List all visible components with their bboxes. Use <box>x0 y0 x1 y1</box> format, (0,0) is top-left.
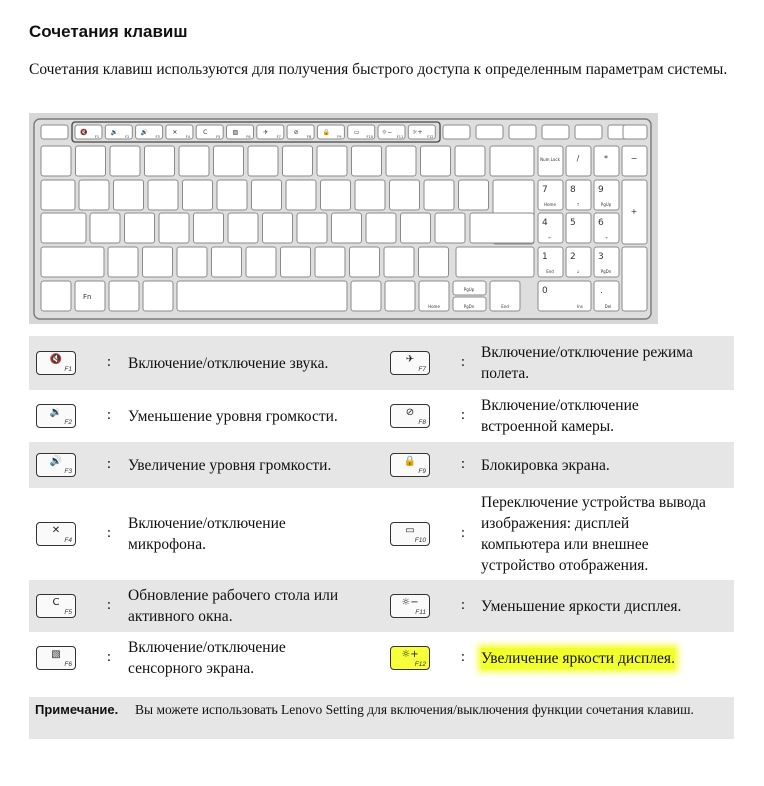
key <box>41 146 71 176</box>
description-line: Включение/отключение <box>128 515 286 532</box>
description-line: встроенной камеры. <box>481 418 615 435</box>
key <box>401 213 431 243</box>
num-digit-label: 1 <box>542 252 548 262</box>
separator: : <box>106 456 112 472</box>
num-sub-label: ↓ <box>576 269 580 274</box>
key <box>317 146 347 176</box>
key <box>419 247 449 277</box>
description-line: Обновление рабочего стола или <box>128 587 339 604</box>
fkey-label: F8 <box>306 135 312 139</box>
fkey-f1-icon <box>36 351 76 375</box>
fkey-label: F7 <box>418 366 426 373</box>
keyboard-illustration <box>29 113 658 324</box>
shortcut-description <box>481 390 731 442</box>
shortcut-row <box>29 390 734 442</box>
fkey-f6-icon <box>36 646 76 670</box>
fkey-symbol: 🔒 <box>403 456 417 467</box>
fkey-f2-icon <box>36 404 76 428</box>
fkey-label: F7 <box>276 135 281 139</box>
description-line: изображения: дисплей <box>481 515 630 532</box>
pgup-label: PgUp <box>463 287 475 292</box>
shortcut-row <box>29 336 734 390</box>
fkey-icon: ▭ <box>353 129 360 136</box>
key-ctrl-right <box>385 281 415 311</box>
key-enter-bottom <box>470 213 534 243</box>
key <box>125 213 155 243</box>
shortcut-table <box>29 336 734 684</box>
fkey-label: F3 <box>155 135 160 139</box>
num-sub-label: PgDn <box>600 269 612 274</box>
fkey-symbol: ▭ <box>405 525 415 536</box>
num-sub-label: Del <box>604 304 612 309</box>
description-line: Блокировка экрана. <box>481 456 610 474</box>
key <box>194 213 224 243</box>
num-sub-label: Home <box>544 202 556 207</box>
key <box>297 213 327 243</box>
key <box>90 213 120 243</box>
fn-label: Fn <box>83 293 92 301</box>
shortcut-description <box>481 580 731 632</box>
shortcut-description <box>128 580 378 632</box>
fkey-label: F11 <box>415 609 426 616</box>
separator: : <box>106 525 112 541</box>
fkey-symbol: ☼+ <box>401 649 419 660</box>
key <box>183 180 213 210</box>
fkey-icon: ⊘ <box>293 129 299 136</box>
num-dot-label: . <box>600 286 603 296</box>
key <box>114 180 144 210</box>
page-title: Сочетания клавиш <box>29 22 188 41</box>
shortcut-row <box>29 442 734 488</box>
numlock-label: Num Lock <box>540 157 560 162</box>
shortcut-row <box>29 632 734 684</box>
key <box>212 247 242 277</box>
fkey-icon: ▧ <box>232 129 239 136</box>
key <box>424 180 454 210</box>
fkey-icon: ✈ <box>263 129 269 136</box>
num-minus-label: − <box>630 154 638 163</box>
key <box>390 180 420 210</box>
separator: : <box>106 354 112 370</box>
key <box>214 146 244 176</box>
fkey-icon: 🔒 <box>322 129 331 136</box>
key <box>145 146 175 176</box>
shortcut-description <box>128 488 378 580</box>
note-box <box>29 697 734 739</box>
separator: : <box>460 354 466 370</box>
fkey-label: F11 <box>396 135 404 139</box>
key <box>79 180 109 210</box>
fkey-symbol: 🔉 <box>49 407 63 418</box>
key <box>455 146 485 176</box>
num-digit-label: 8 <box>570 185 576 195</box>
fkey-label: F6 <box>246 135 251 139</box>
key-esc <box>41 125 68 139</box>
num-digit-label: 3 <box>598 252 604 262</box>
key-win <box>109 281 139 311</box>
fkey-symbol: 🔇 <box>49 354 63 365</box>
shortcut-description <box>128 442 378 488</box>
key-ctrl <box>41 281 71 311</box>
fkey-label: F1 <box>64 366 72 373</box>
separator: : <box>460 407 466 423</box>
end-label: End <box>501 304 509 309</box>
fkey-f3-icon <box>36 453 76 477</box>
description-line: Увеличение яркости дисплея. <box>481 649 675 667</box>
fkey-symbol: ☼− <box>401 597 419 608</box>
separator: : <box>460 525 466 541</box>
description-line: микрофона. <box>128 536 206 553</box>
key <box>421 146 451 176</box>
description-line: активного окна. <box>128 608 233 625</box>
intro-paragraph: Сочетания клавиш используются для получения быстрого доступа к определенным параметрам системы. <box>29 61 728 78</box>
key <box>286 180 316 210</box>
fkey-f11-icon <box>390 594 430 618</box>
key <box>384 247 414 277</box>
num-sub-label: End <box>546 269 554 274</box>
num-sub-label: Ins <box>577 304 583 309</box>
note-label: Примечание. <box>35 702 119 717</box>
key <box>177 247 207 277</box>
description-line: полета. <box>481 365 530 382</box>
description-line: Включение/отключение <box>128 639 286 656</box>
fkey-f7-icon <box>390 351 430 375</box>
key <box>248 146 278 176</box>
shortcut-description <box>481 336 731 390</box>
separator: : <box>106 407 112 423</box>
separator: : <box>106 597 112 613</box>
key-alt <box>143 281 173 311</box>
key <box>386 146 416 176</box>
num-digit-label: 2 <box>570 252 576 262</box>
key <box>283 146 313 176</box>
fkey-label: F10 <box>366 135 373 139</box>
fkey-icon: 🔇 <box>80 129 88 136</box>
num-digit-label: 6 <box>598 218 604 228</box>
fkey-icon: C <box>203 129 208 136</box>
fkey-symbol: ✈ <box>405 354 415 365</box>
fkey-label: F9 <box>337 135 342 139</box>
key <box>459 180 489 210</box>
key <box>332 213 362 243</box>
fkey-icon: 🔉 <box>110 129 119 136</box>
num-plus-label: + <box>630 207 638 216</box>
key <box>217 180 247 210</box>
key-backspace <box>490 146 534 176</box>
fkey-icon: ✕ <box>172 129 178 136</box>
num-digit-label: 0 <box>542 286 548 296</box>
fkey-label: F3 <box>64 468 72 475</box>
key <box>350 247 380 277</box>
key-lshift <box>41 247 104 277</box>
separator: : <box>460 649 466 665</box>
key-caps <box>41 213 86 243</box>
key-nav-top <box>509 125 536 139</box>
num-slash-label: / <box>576 154 580 163</box>
num-digit-label: 9 <box>598 185 604 195</box>
description-line: Включение/отключение <box>481 397 639 414</box>
key <box>246 247 276 277</box>
num-sub-label: ← <box>548 235 552 240</box>
num-sub-label: → <box>604 235 608 240</box>
key <box>315 247 345 277</box>
key-altgr <box>351 281 381 311</box>
key <box>179 146 209 176</box>
key <box>108 247 138 277</box>
description-line: сенсорного экрана. <box>128 660 255 677</box>
separator: : <box>460 456 466 472</box>
description-line: Включение/отключение режима <box>481 344 693 361</box>
separator: : <box>460 597 466 613</box>
fkey-symbol: 🔊 <box>49 456 63 467</box>
shortcut-description <box>128 336 378 390</box>
num-digit-label: 7 <box>542 185 548 195</box>
key-nav-top <box>542 125 569 139</box>
fkey-symbol: ✕ <box>51 525 61 536</box>
key <box>435 213 465 243</box>
fkey-label: F5 <box>216 135 221 139</box>
key <box>352 146 382 176</box>
key <box>143 247 173 277</box>
shortcut-description <box>481 488 731 580</box>
shortcut-description <box>481 632 731 684</box>
fkey-label: F12 <box>414 661 426 668</box>
shortcut-description <box>128 390 378 442</box>
key <box>252 180 282 210</box>
fkey-f5-icon <box>36 594 76 618</box>
note-text: Вы можете использовать Lenovo Setting для включения/выключения функции сочетания клавиш. <box>135 702 694 717</box>
key-nav-top <box>443 125 470 139</box>
key <box>281 247 311 277</box>
key-rshift <box>456 247 534 277</box>
key-tab <box>41 180 75 210</box>
fkey-label: F1 <box>94 135 100 139</box>
key <box>159 213 189 243</box>
key <box>110 146 140 176</box>
fkey-label: F9 <box>418 468 426 475</box>
fkey-label: F4 <box>64 537 72 544</box>
description-line: устройство отображения. <box>481 557 649 574</box>
fkey-label: F5 <box>64 609 72 616</box>
key-nav-top <box>476 125 503 139</box>
description-line: Уменьшение яркости дисплея. <box>481 597 682 615</box>
pgdn-label: PgDn <box>463 304 475 309</box>
fkey-f12-icon <box>390 646 430 670</box>
description-line: компьютера или внешнее <box>481 536 649 553</box>
shortcut-description <box>481 442 731 488</box>
fkey-label: F2 <box>64 419 72 426</box>
description-line: Включение/отключение звука. <box>128 354 329 372</box>
separator: : <box>106 649 112 665</box>
fkey-icon: 🔊 <box>140 129 149 136</box>
num-star-label: * <box>604 154 608 163</box>
fkey-label: F12 <box>427 135 434 139</box>
fkey-icon: ☼+ <box>412 129 423 136</box>
fkey-label: F2 <box>125 135 130 139</box>
key-power <box>623 125 647 139</box>
fkey-symbol: C <box>52 597 60 608</box>
shortcut-row <box>29 488 734 580</box>
keyboard-diagram <box>29 113 658 324</box>
num-digit-label: 5 <box>570 218 576 228</box>
fkey-icon: ☼− <box>381 129 393 136</box>
key-nav-top <box>575 125 602 139</box>
shortcut-description <box>128 632 378 684</box>
fkey-label: F10 <box>414 537 426 544</box>
key <box>76 146 106 176</box>
fkey-f4-icon <box>36 522 76 546</box>
num-sub-label: PgUp <box>600 202 612 207</box>
fkey-label: F4 <box>185 135 191 139</box>
key <box>321 180 351 210</box>
key <box>228 213 258 243</box>
key <box>148 180 178 210</box>
description-line: Уменьшение уровня громкости. <box>128 407 338 425</box>
fkey-label: F6 <box>64 661 72 668</box>
key-num-enter <box>622 247 647 311</box>
key <box>366 213 396 243</box>
fkey-symbol: ▧ <box>51 649 61 660</box>
shortcut-row <box>29 580 734 632</box>
description-line: Увеличение уровня громкости. <box>128 456 332 474</box>
fkey-f10-icon <box>390 522 430 546</box>
key-space <box>177 281 347 311</box>
key <box>355 180 385 210</box>
num-sub-label: ↑ <box>576 202 580 207</box>
fkey-symbol: ⊘ <box>405 407 415 418</box>
description-line: Переключение устройства вывода <box>481 494 706 511</box>
fkey-f8-icon <box>390 404 430 428</box>
key <box>263 213 293 243</box>
num-digit-label: 4 <box>542 218 548 228</box>
fkey-label: F8 <box>418 419 426 426</box>
home-label: Home <box>428 304 440 309</box>
fkey-f9-icon <box>390 453 430 477</box>
